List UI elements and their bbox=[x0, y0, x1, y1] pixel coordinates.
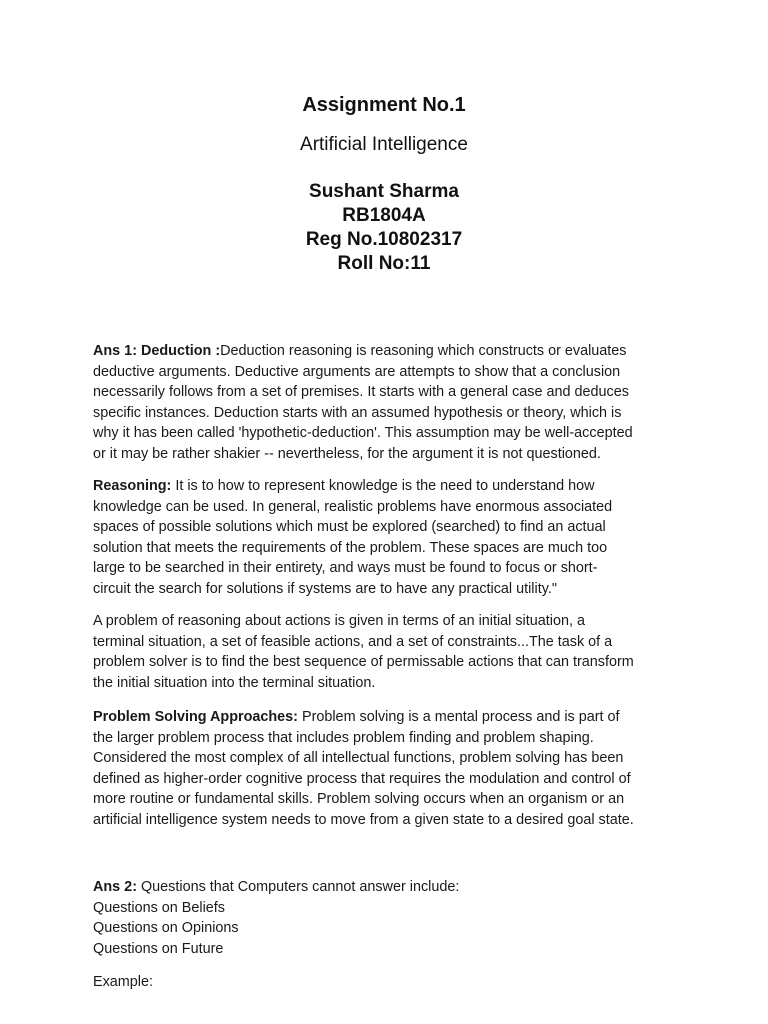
list-item: Questions on Opinions bbox=[93, 920, 239, 936]
roll-number: Roll No:11 bbox=[337, 253, 431, 274]
subject-title: Artificial Intelligence bbox=[300, 134, 468, 155]
paragraph-label: Reasoning: bbox=[93, 478, 172, 494]
assignment-title: Assignment No.1 bbox=[302, 94, 466, 116]
author-name: Sushant Sharma bbox=[309, 181, 459, 202]
paragraph-label: Ans 2: bbox=[93, 879, 137, 895]
list-item: Questions on Future bbox=[93, 940, 224, 957]
registration-number: Reg No.10802317 bbox=[305, 229, 463, 250]
paragraph-label: Ans 1: Deduction : bbox=[93, 343, 221, 359]
paragraph-deduction: Ans 1: Deduction :Deduction reasoning is reasoning which constructs or evaluates deductive arguments. Deductive arguments are attempts to show that a conclusion necessarily follows from a set of premises. It starts with a general case and deduces specific instances. Deduction starts with an assumed hypothesis or theory, which is why it has been called 'hypothetic-deduction'. This assumption may be well-accepted or it may be rather shakier -- nevertheless, for the argument it is not questioned. bbox=[93, 343, 633, 462]
author-block bbox=[0, 180, 768, 276]
paragraph-reasoning: Reasoning: It is to how to represent knowledge is the need to understand how knowledge can be used. In general, realistic problems have enormous associated spaces of possible solutions which must be explored (searched) to find an actual solution that meets the requirements of the problem. These spaces are much too large to be searched in their entirety, and ways must be found to focus or short- circuit the search for solutions if systems are to have any practical utility." bbox=[93, 478, 613, 597]
paragraph-reasoning-actions: A problem of reasoning about actions is given in terms of an initial situation, a terminal situation, a set of feasible actions, and a set of constraints...The task of a problem solver is to find the best sequence of permissable actions that can transform the initial situation into the terminal situation. bbox=[93, 613, 634, 691]
paragraph-ans2: Ans 2: Questions that Computers cannot answer include: Questions on Beliefs Questions on Opinions Questions on Future bbox=[93, 877, 683, 959]
paragraph-example: Example: bbox=[93, 974, 153, 990]
paragraph-label: Problem Solving Approaches: bbox=[93, 709, 298, 725]
list-item: Questions on Beliefs bbox=[93, 899, 225, 916]
paragraph-problem-solving: Problem Solving Approaches: Problem solving is a mental process and is part of the larger problem process that includes problem finding and problem shaping. Considered the most complex of all intellectual functions, problem solving has been defined as higher-order cognitive process that requires the modulation and control of more routine or fundamental skills. Problem solving occurs when an organism or an artificial intelligence system needs to move from a given state to a desired goal state. bbox=[93, 709, 634, 828]
section-code: RB1804A bbox=[342, 205, 426, 226]
